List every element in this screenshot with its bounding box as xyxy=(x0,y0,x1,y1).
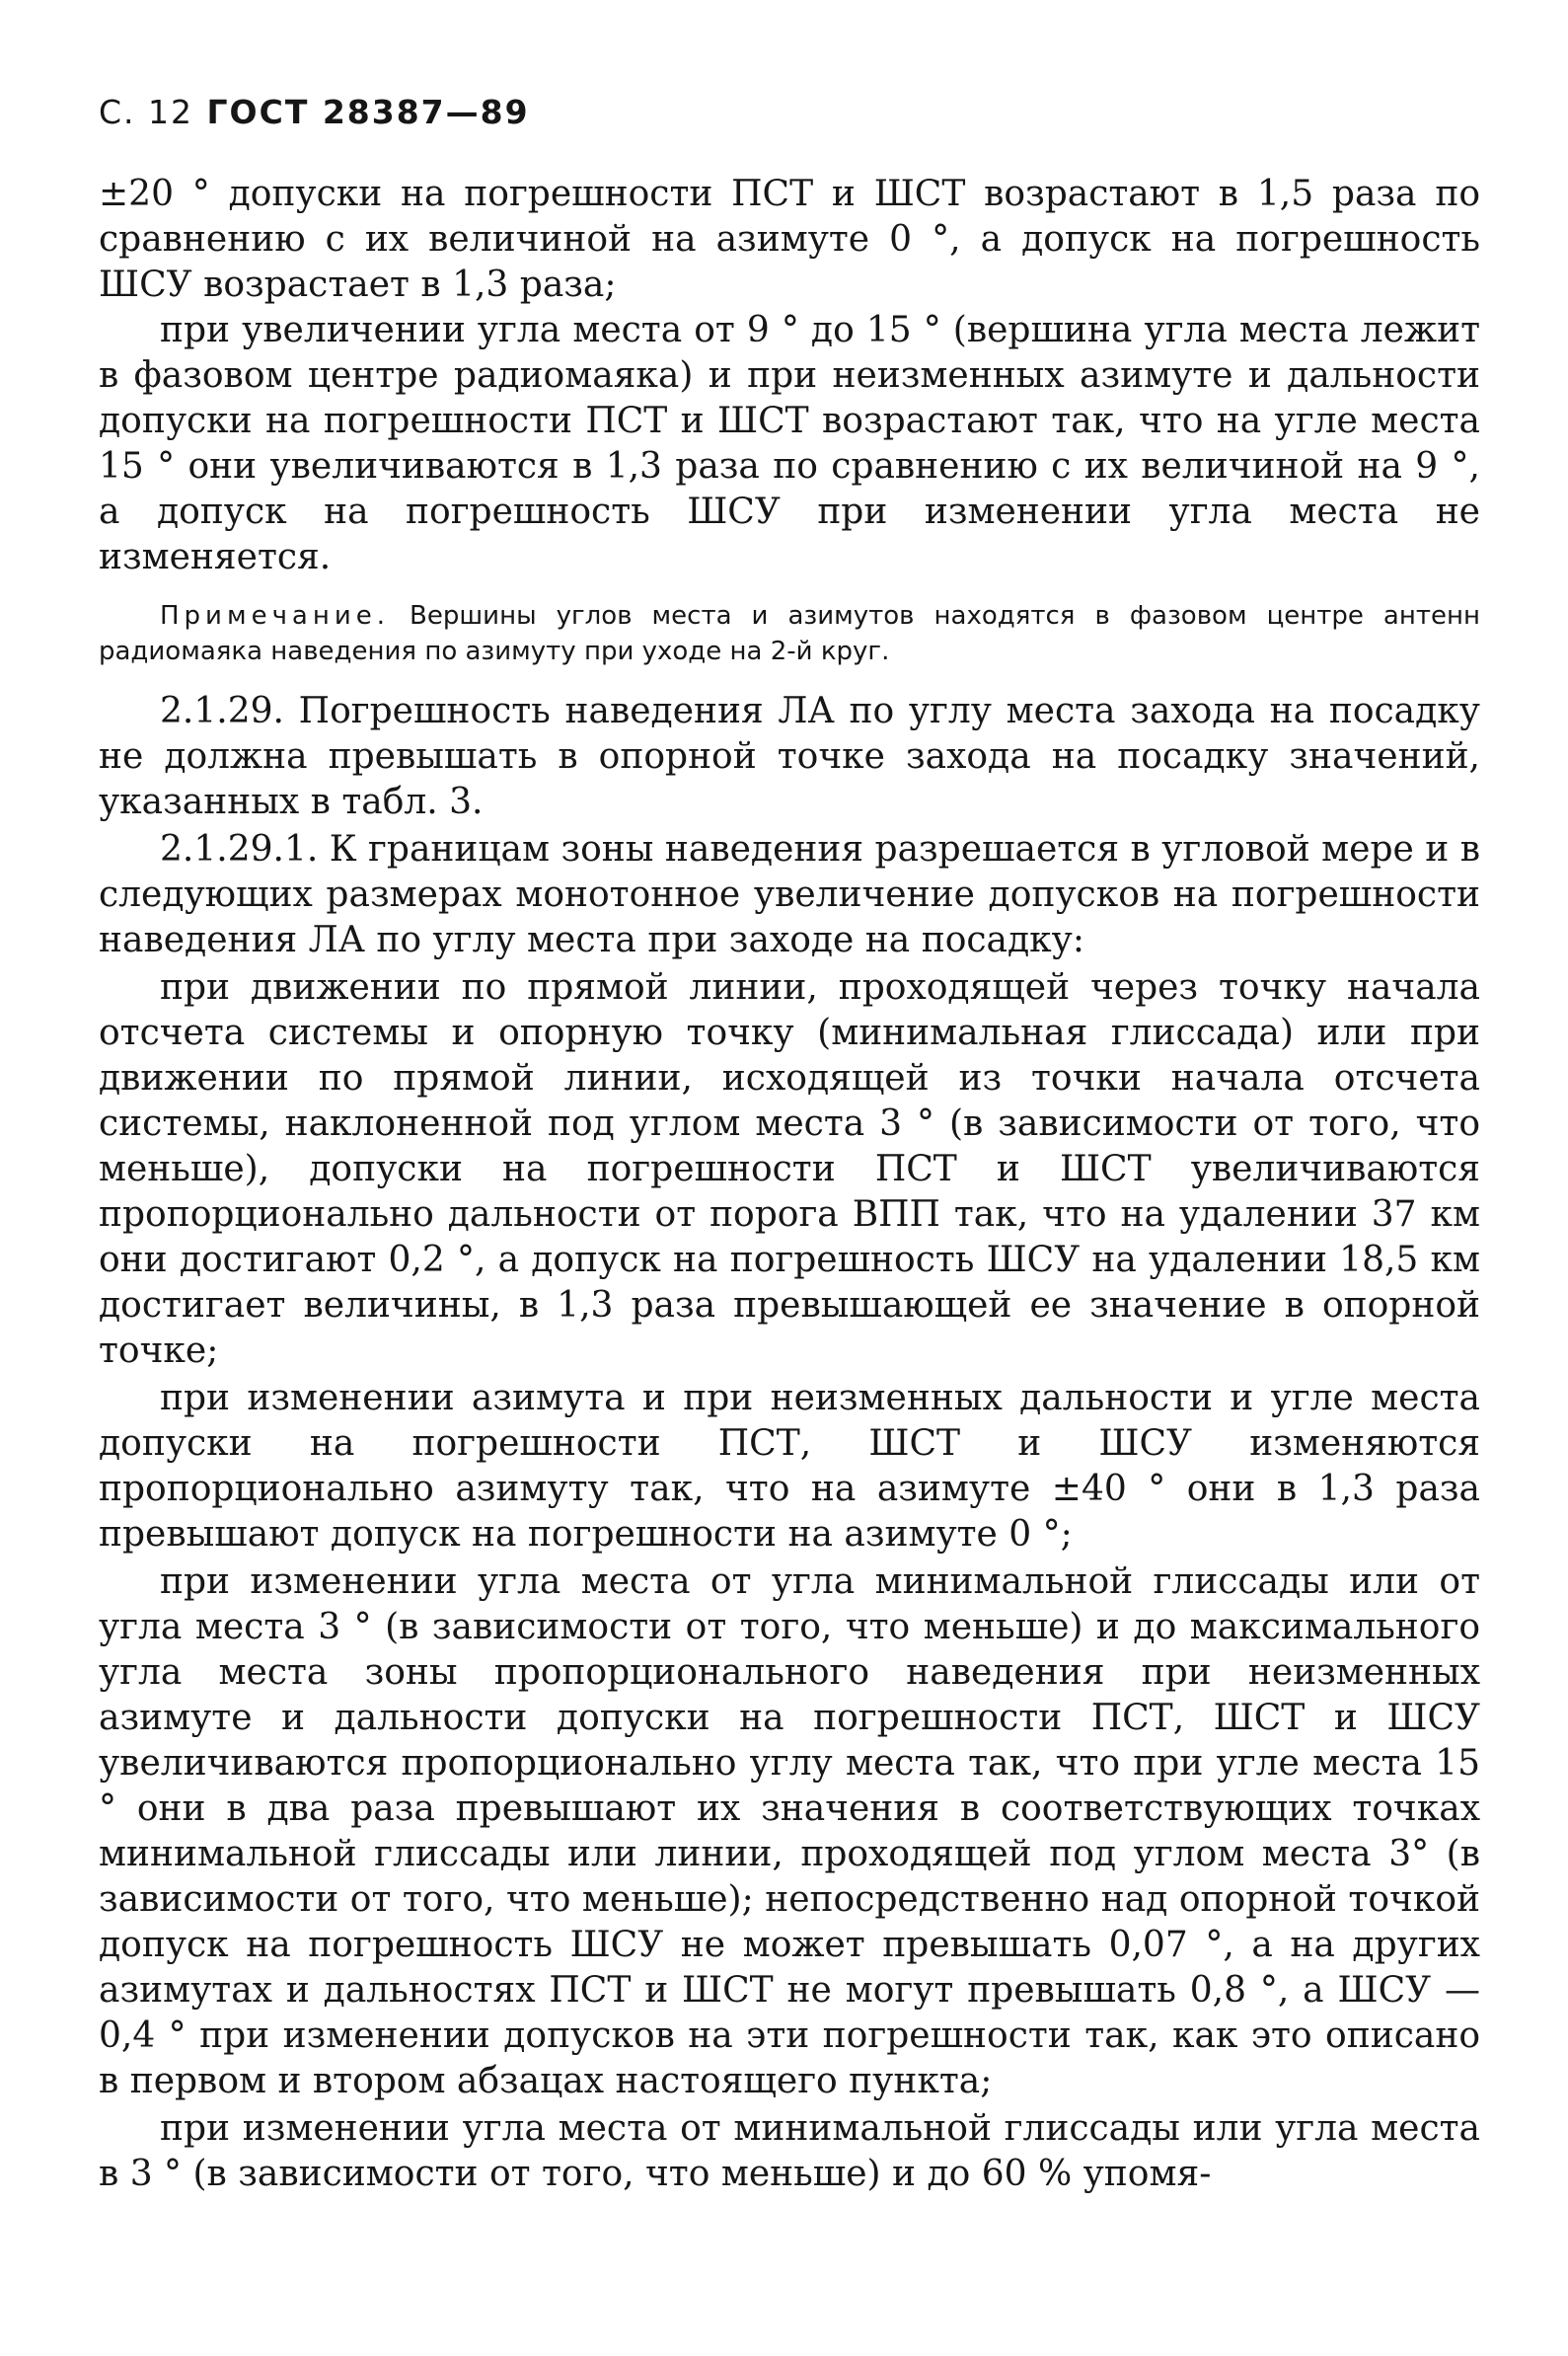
paragraph-azimuth-change: при изменении азимута и при неизменных дальности и угле места допуски на погрешности ПСТ, ШСТ и ШСУ изменяются пропорционально азимуту так, что на азимуте ±40 ° они в 1,3 раза превышают допуск на погрешности на азимуте 0 °; xyxy=(99,1378,1480,1555)
note-text: Вершины углов места и азимутов находятся в фазовом центре антенн радиомаяка наведения по азимуту при уходе на 2-й круг. xyxy=(99,601,1481,666)
page-number: С. 12 xyxy=(99,93,194,131)
paragraph-straight-line-motion: при движении по прямой линии, проходящей через точку начала отсчета системы и опорную точку (минимальная глиссада) или при движении по прямой линии, исходящей из точки начала отсчета системы, наклоненной под углом места 3 ° (в зависимости от того, что меньше), допуски на погрешности ПСТ и ШСТ увеличиваются пропорционально дальности от порога ВПП так, что на удалении 37 км они достигают 0,2 °, а допуск на погрешность ШСУ на удалении 18,5 км достигает величины, в 1,3 раза превышающей ее значение в опорной точке; xyxy=(99,967,1480,1371)
note xyxy=(99,598,1480,669)
page-header xyxy=(99,85,1480,172)
clause-2-1-29: 2.1.29. Погрешность наведения ЛА по углу места захода на посадку не должна превышать в опорной точке захода на посадку значений, указанных в табл. 3. xyxy=(99,691,1480,822)
paragraph-elevation-increase: при увеличении угла места от 9 ° до 15 ° (вершина угла места лежит в фазовом центре радиомаяка) и при неизменных азимуте и дальности допуски на погрешности ПСТ и ШСТ возрастают так, что на угле места 15 ° они увеличиваются в 1,3 раза по сравнению с их величиной на 9 °, а допуск на погрешность ШСУ при изменении угла места не изменяется. xyxy=(99,310,1480,577)
document-page xyxy=(99,85,1480,2197)
standard-code: ГОСТ 28387—89 xyxy=(206,93,530,131)
paragraph-azimuth-tolerance: ±20 ° допуски на погрешности ПСТ и ШСТ возрастают в 1,5 раза по сравнению с их величиной на азимуте 0 °, а допуск на погрешность ШСУ возрастает в 1,3 раза; xyxy=(99,174,1480,305)
clause-2-1-29-1: 2.1.29.1. К границам зоны наведения разрешается в угловой мере и в следующих размерах монотонное увеличение допусков на погрешности наведения ЛА по углу места при заходе на посадку: xyxy=(99,829,1480,960)
paragraph-elevation-to-60-percent: при изменении угла места от минимальной глиссады или угла места в 3 ° (в зависимости от того, что меньше) и до 60 % упомя- xyxy=(99,2108,1480,2194)
note-label: Примечание. xyxy=(160,601,391,631)
paragraph-elevation-change: при изменении угла места от угла минимальной глиссады или от угла места 3 ° (в зависимости от того, что меньше) и до максимального угла места зоны пропорционального наведения при неизменных азимуте и дальности допуски на погрешности ПСТ, ШСТ и ШСУ увеличиваются пропорционально углу места так, что при угле места 15 ° они в два раза превышают их значения в соответствующих точках минимальной глиссады или линии, проходящей под углом места 3° (в зависимости от того, что меньше); непосредственно над опорной точкой допуск на погрешность ШСУ не может превышать 0,07 °, а на других азимутах и дальностях ПСТ и ШСТ не могут превышать 0,8 °, а ШСУ — 0,4 ° при изменении допусков на эти погрешности так, как это описано в первом и втором абзацах настоящего пункта; xyxy=(99,1561,1480,2101)
